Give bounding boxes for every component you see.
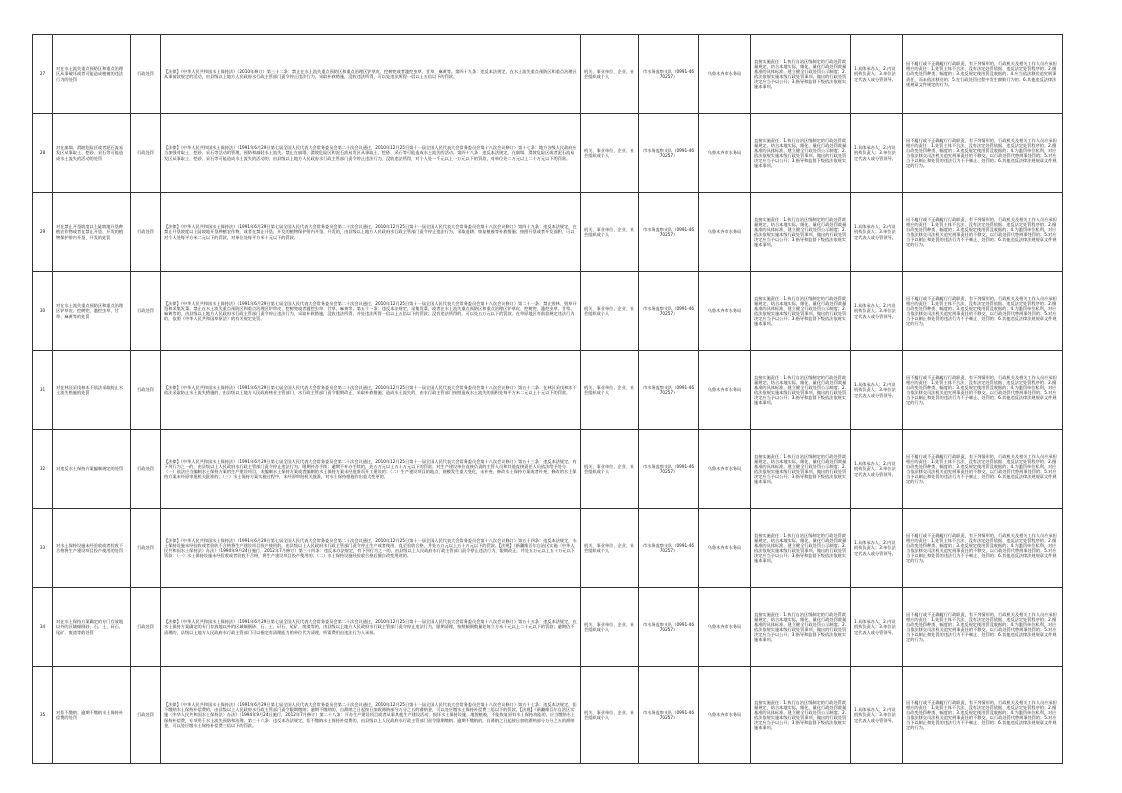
organization-cell: 乌鲁木齐市水务局: [699, 509, 751, 588]
table-row: [33, 509, 1063, 588]
department-cell: 市水务监察支队（0991-4670257）: [639, 35, 699, 114]
accountability-cell: 因不履行或不正确履行行政职责，有下列情形的，行政机关及相关工作人员应承担相应的责任：1.处罚主体不合法、没有法定处罚依据、违反法定处罚程序的；2.擅自改变处罚种类、幅度的；3.违反规定使用罚没收据的；4.为滥罚单位私利，对应当依法移交司法机关追究刑事责任的不移交，以行政处罚代替刑事处罚的；5.对应当予以制止和处罚的违法行为不予制止、处罚的；6.其他违反法律法规规章文件规定的行为。: [903, 509, 1063, 588]
legal-basis-cell: 【法律】《中华人民共和国水土保持法》（1991年6月29日第七届全国人民代表大会常务委员会第二十次会议通过，2010年12月25日第十一届全国人民代表大会常务委员会第十八次会议修订）第五十四条：违反本法规定，水土保持设施未经验收或者验收不合格将生产建设项目投产使用的，由县级以上人民政府水行政主管部门责令停止生产或者使用，直至验收合格，并处五万元以上五十万元以下的罚款。【法规】《新疆维吾尔自治区实施〈中华人民共和国水土保持法〉办法》（1994年9月24日施行，2012年7月修订）第三十四条：违反本办法规定，有下列行为之一的，由县级以上人民政府水行政主管部门责令停止违法行为，限期改正，并处五万元以上五十万元以下罚款：（一）水土保持设施未经验收或者验收不合格，将生产建设项目投产使用的；（二）水土保持设施经验收合格后擅自改变用途的。: [161, 509, 581, 588]
accountability-cell: 因不履行或不正确履行行政职责，有下列情形的，行政机关及相关工作人员应承担相应的责任：1.处罚主体不合法、没有法定处罚依据、违反法定处罚程序的；2.擅自改变处罚种类、幅度的；3.违反规定使用罚没收据的；4.为滥罚单位私利，对应当依法移交司法机关追究刑事责任的不移交，以行政处罚代替刑事处罚的；5.对应当予以制止和处罚的违法行为不予制止、处罚的；6.其他违反法律法规规章文件规定的行为。: [903, 430, 1063, 509]
row-number: 28: [33, 114, 53, 193]
department-cell: 市水务监察支队（0991-4670257）: [639, 272, 699, 351]
liable-persons-cell: 1.具体承办人；2.内设机构负责人；3.单位法定代表人或分管领导。: [851, 193, 903, 272]
item-name-cell: 对在水土流失重点预防区和重点治理区从事破坏或者可能造成植被的违法行为的处罚: [53, 35, 131, 114]
liable-persons-cell: 1.具体承办人；2.内设机构负责人；3.单位法定代表人或分管领导。: [851, 272, 903, 351]
liable-persons-cell: 1.具体承办人；2.内设机构负责人；3.单位法定代表人或分管领导。: [851, 667, 903, 764]
subject-cell: 机关、事业单位、企业、社会组织或个人: [581, 351, 639, 430]
table-row: [33, 351, 1063, 430]
category-cell: 行政处罚: [131, 667, 161, 764]
item-name-cell: 对水土保持设施未经验收或者验收不合格将生产建设项目投产使用的处罚: [53, 509, 131, 588]
duty-cell: 直接实施责任：1.执行自治区级制定的行政处罚裁量规定，结合本地实际，细化、量化行政处罚裁量基准的具体标准，建立健全行政处罚公示制度；2.依法依规实施本级行政处罚事项，做出的行政处罚决定应当予以公开；3.指导和监督下级依法依规实施本事项。: [751, 114, 851, 193]
duty-cell: 直接实施责任：1.执行自治区级制定的行政处罚裁量规定，结合本地实际，细化、量化行政处罚裁量基准的具体标准，建立健全行政处罚公示制度；2.依法依规实施本级行政处罚事项，做出的行政处罚决定应当予以公开；3.指导和监督下级依法依规实施本事项。: [751, 193, 851, 272]
category-cell: 行政处罚: [131, 509, 161, 588]
row-number: 29: [33, 193, 53, 272]
accountability-cell: 因不履行或不正确履行行政职责，有下列情形的，行政机关及相关工作人员应承担相应的责任：1.处罚主体不合法、没有法定处罚依据、违反法定处罚程序的；2.擅自改变处罚种类、幅度的；3.违反规定使用罚没收据的；4.为滥罚单位私利，对应当依法移交司法机关追究刑事责任的不移交，以行政处罚代替刑事处罚的；5.对应当予以制止和处罚的违法行为不予制止、处罚的；6.其他违反法律法规规章文件规定的行为。: [903, 351, 1063, 430]
accountability-cell: 因不履行或不正确履行行政职责，有下列情形的，行政机关及相关工作人员应承担相应的责任：1.处罚主体不合法、没有法定处罚依据、违反法定处罚程序的；2.擅自改变处罚种类、幅度的；3.违反规定使用罚没收据的；4.应当依法移送追究刑事责任，而未依法移送的；5.在行政处罚过程中发生腐败行为的；6.其他违反法律法规规章文件规定的行为。: [903, 35, 1063, 114]
subject-cell: 机关、事业单位、企业、社会组织或个人: [581, 272, 639, 351]
subject-cell: 机关、事业单位、企业、社会组织或个人: [581, 193, 639, 272]
organization-cell: 乌鲁木齐市水务局: [699, 588, 751, 667]
row-number: 30: [33, 272, 53, 351]
item-name-cell: 对在禁止开垦坡度以上陡坡地开垦种植农作物或者在禁止开垦、开发的植物保护带内开垦、开发的处罚: [53, 193, 131, 272]
legal-basis-cell: 【法律】《中华人民共和国水土保持法》（1991年6月29日第七届全国人民代表大会常务委员会第二十次会议通过，2010年12月25日第十一届全国人民代表大会常务委员会第十八次会议修订）第二十一条：禁止毁林、毁草开垦和采集发菜。禁止在水土流失重点预防区和重点治理区铲草皮、挖树兜或者滥挖虫草、甘草、麻黄等。第五十一条：违反本法规定，采集发菜，或者在水土流失重点预防区和重点治理区铲草皮、挖树兜、滥挖虫草、甘草、麻黄等的，由县级以上地方人民政府水行政主管部门责令停止违法行为，采取补救措施，没收违法所得，并处违法所得一倍以上五倍以下的罚款；没有违法所得的，可以处五万元以下的罚款。在草原地区有前款规定违法行为的，依照《中华人民共和国草原法》的有关规定处罚。: [161, 272, 581, 351]
duty-cell: 直接实施责任：1.执行自治区级制定的行政处罚裁量规定，结合本地实际，细化、量化行政处罚裁量基准的具体标准，建立健全行政处罚公示制度；2.依法依规实施本级行政处罚事项，做出的行政处罚决定应当予以公开；3.指导和监督下级依法依规实施本事项。: [751, 430, 851, 509]
duty-cell: 直接实施责任：1.执行自治区级制定的行政处罚裁量规定，结合本地实际，细化、量化行政处罚裁量基准的具体标准，建立健全行政处罚公示制度；2.依法依规实施本级行政处罚事项，做出的行政处罚决定应当予以公开；3.指导和监督下级依法依规实施本事项。: [751, 667, 851, 764]
row-number: 33: [33, 509, 53, 588]
legal-basis-cell: 【法律】《中华人民共和国水土保持法》（1991年6月29日第七届全国人民代表大会常务委员会第二十次会议通过，2010年12月25日第十一届全国人民代表大会常务委员会第十八次会议修订）第四十九条：违反本法规定，在禁止开垦坡度以上陡坡地开垦种植农作物，或者在禁止开垦、开发的植物保护带内开垦、开发的，由县级以上地方人民政府水行政主管部门责令停止违法行为，采取退耕、恢复植被等补救措施；按照开垦或者开发面积，可以对个人处每平方米二元以下的罚款，对单位处每平方米十元以下的罚款。: [161, 193, 581, 272]
category-cell: 行政处罚: [131, 430, 161, 509]
table-row: [33, 667, 1063, 764]
duty-cell: 直接实施责任：1.执行自治区级制定的行政处罚裁量规定，结合本地实际，细化、量化行政处罚裁量基准的具体标准，建立健全行政处罚公示制度；2.依法依规实施本级行政处罚事项，做出的行政处罚决定应当予以公开；3.指导和监督下级依法依规实施本事项。: [751, 588, 851, 667]
item-name-cell: 对在水土流失重点预防区和重点治理区铲草皮、挖树兜、滥挖虫草、甘草、麻黄等的处罚: [53, 272, 131, 351]
table-row: [33, 272, 1063, 351]
organization-cell: 乌鲁木齐市水务局: [699, 272, 751, 351]
liable-persons-cell: 1.具体承办人；2.内设机构负责人；3.单位法定代表人或分管领导。: [851, 588, 903, 667]
subject-cell: 机关、事业单位、企业、社会组织或个人: [581, 667, 639, 764]
duty-cell: 直接实施责任：1.执行自治区级制定的行政处罚裁量规定，结合本地实际，细化、量化行政处罚裁量基准的具体标准，建立健全行政处罚公示制度；2.依法依规实施本级行政处罚事项，做出的行政处罚决定应当予以公开；3.指导和监督下级依法依规实施本事项。: [751, 35, 851, 114]
row-number: 34: [33, 588, 53, 667]
subject-cell: 机关、事业单位、企业、社会组织或个人: [581, 430, 639, 509]
row-number: 35: [33, 667, 53, 764]
subject-cell: 机关、事业单位、企业、社会组织或个人: [581, 35, 639, 114]
accountability-cell: 因不履行或不正确履行行政职责，有下列情形的，行政机关及相关工作人员应承担相应的责任：1.处罚主体不合法、没有法定处罚依据、违反法定处罚程序的；2.擅自改变处罚种类、幅度的；3.违反规定使用罚没收据的；4.为滥罚单位私利，对应当依法移交司法机关追究刑事责任的不移交，以行政处罚代替刑事处罚的；5.对应当予以制止和处罚的违法行为不予制止、处罚的；6.其他违反法律法规规章文件规定的行为。: [903, 588, 1063, 667]
liable-persons-cell: 1.具体承办人；2.内设机构负责人；3.单位法定代表人或分管领导。: [851, 351, 903, 430]
duty-cell: 直接实施责任：1.执行自治区级制定的行政处罚裁量规定，结合本地实际，细化、量化行政处罚裁量基准的具体标准，建立健全行政处罚公示制度；2.依法依规实施本级行政处罚事项，做出的行政处罚决定应当予以公开；3.指导和监督下级依法依规实施本事项。: [751, 272, 851, 351]
accountability-cell: 因不履行或不正确履行行政职责，有下列情形的，行政机关及相关工作人员应承担相应的责任：1.处罚主体不合法、没有法定处罚依据、违反法定处罚程序的；2.擅自改变处罚种类、幅度的；3.违反规定使用罚没收据的；4.为滥罚单位私利，对应当依法移交司法机关追究刑事责任的不移交，以行政处罚代替刑事处罚的；5.对应当予以制止和处罚的违法行为不予制止、处罚的；6.其他违反法律法规规章文件规定的行为。: [903, 114, 1063, 193]
category-cell: 行政处罚: [131, 351, 161, 430]
legal-basis-cell: 【法律】《中华人民共和国水土保持法》（2010年修订）第三十二条：禁止在水土流失重点预防区和重点治理区铲草皮、挖树兜或者滥挖虫草、甘草、麻黄等。第四十九条：违反本法规定，在水土流失重点预防区和重点治理区从事前款规定的活动，由县级以上地方人民政府水行政主管部门责令停止违法行为，采取补救措施，没收违法所得，可以处违法所得一倍以上五倍以下的罚款。: [161, 35, 581, 114]
row-number: 32: [33, 430, 53, 509]
duty-cell: 直接实施责任：1.执行自治区级制定的行政处罚裁量规定，结合本地实际，细化、量化行政处罚裁量基准的具体标准，建立健全行政处罚公示制度；2.依法依规实施本级行政处罚事项，做出的行政处罚决定应当予以公开；3.指导和监督下级依法依规实施本事项。: [751, 509, 851, 588]
row-number: 31: [33, 351, 53, 430]
item-name-cell: 对违反水土保持方案编制规定的处罚: [53, 430, 131, 509]
accountability-cell: 因不履行或不正确履行行政职责，有下列情形的，行政机关及相关工作人员应承担相应的责任：1.处罚主体不合法、没有法定处罚依据、违反法定处罚程序的；2.擅自改变处罚种类、幅度的；3.违反规定使用罚没收据的；4.为滥罚单位私利，对应当依法移交司法机关追究刑事责任的不移交，以行政处罚代替刑事处罚的；5.对应当予以制止和处罚的违法行为不予制止、处罚的；6.其他违反法律法规规章文件规定的行为。: [903, 193, 1063, 272]
department-cell: 市水务监察支队（0991-4670257）: [639, 430, 699, 509]
table-row: [33, 193, 1063, 272]
organization-cell: 乌鲁木齐市水务局: [699, 351, 751, 430]
table-row: [33, 430, 1063, 509]
category-cell: 行政处罚: [131, 193, 161, 272]
legal-basis-cell: 【法律】《中华人民共和国水土保持法》（1991年6月29日第七届全国人民代表大会常务委员会第二十次会议通过，2010年12月25日第十一届全国人民代表大会常务委员会第十八次会议修订）第五十七条：违反本法规定，拒不缴纳水土保持补偿费的，由县级以上人民政府水行政主管部门责令限期缴纳；逾期不缴纳的，自滞纳之日起按日加收滞纳部分万分之五的滞纳金，可以处应缴水土保持补偿费三倍以下的罚款。【法规】《新疆维吾尔自治区实施〈中华人民共和国水土保持法〉办法》（1994年9月24日施行，2012年7月修订）第二十八条：开办生产建设项目或者从事其他生产建设活动，损坏水土保持设施、地貌植被，不能恢复原有水土保持功能的，应当缴纳水土保持补偿费，专项用于水土流失预防和治理。第三十六条：违反本办法规定，拒不缴纳水土保持补偿费的，由县级以上人民政府水行政主管部门责令限期缴纳；逾期不缴纳的，自滞纳之日起按日加收滞纳部分万分之五的滞纳金，可以处应缴水土保持补偿费三倍以下的罚款。: [161, 667, 581, 764]
accountability-cell: 因不履行或不正确履行行政职责，有下列情形的，行政机关及相关工作人员应承担相应的责任：1.处罚主体不合法、没有法定处罚依据、违反法定处罚程序的；2.擅自改变处罚种类、幅度的；3.违反规定使用罚没收据的；4.为滥罚单位私利，对应当依法移交司法机关追究刑事责任的不移交，以行政处罚代替刑事处罚的；5.对应当予以制止和处罚的违法行为不予制止、处罚的；6.其他违反法律法规规章文件规定的行为。: [903, 272, 1063, 351]
department-cell: 市水务监察支队（0991-4670257）: [639, 588, 699, 667]
item-name-cell: 对拒不缴纳、逾期不缴纳水土保持补偿费的处罚: [53, 667, 131, 764]
department-cell: 市水务监察支队（0991-4670257）: [639, 351, 699, 430]
category-cell: 行政处罚: [131, 588, 161, 667]
organization-cell: 乌鲁木齐市水务局: [699, 430, 751, 509]
subject-cell: 机关、事业单位、企业、社会组织或个人: [581, 509, 639, 588]
category-cell: 行政处罚: [131, 35, 161, 114]
row-number: 27: [33, 35, 53, 114]
table-row: [33, 588, 1063, 667]
liable-persons-cell: 1.具体承办人；2.内设机构负责人；3.单位法定代表人或分管领导。: [851, 430, 903, 509]
duty-cell: 直接实施责任：1.执行自治区级制定的行政处罚裁量规定，结合本地实际，细化、量化行政处罚裁量基准的具体标准，建立健全行政处罚公示制度；2.依法依规实施本级行政处罚事项，做出的行政处罚决定应当予以公开；3.指导和监督下级依法依规实施本事项。: [751, 351, 851, 430]
legal-basis-cell: 【法律】《中华人民共和国水土保持法》（1991年6月29日第七届全国人民代表大会常务委员会第二十次会议通过，2010年12月25日第十一届全国人民代表大会常务委员会第十八次会议修订）第五十三条：违反本法规定，有下列行为之一的，由县级以上人民政府水行政主管部门责令停止违法行为，限期补办手续；逾期不补办手续的，处五万元以上五十万元以下的罚款；对生产建设单位直接负责的主管人员和其他直接责任人员依法给予处分：（一）依法应当编制水土保持方案的生产建设项目，未编制水土保持方案或者编制的水土保持方案未经批准而开工建设的；（二）生产建设项目的地点、规模发生重大变化，未补充、修改水土保持方案或者补充、修改的水土保持方案未经原审批机关批准的；（三）水土保持方案实施过程中，未经原审批机关批准，对水土保持措施作出重大变更的。: [161, 430, 581, 509]
item-name-cell: 对在崩塌、滑坡危险区或者泥石流易发区从事取土、挖砂、采石等可能造成水土流失的活动的处罚: [53, 114, 131, 193]
responsibility-table: [32, 34, 1063, 764]
department-cell: 市水务监察支队（0991-4670257）: [639, 193, 699, 272]
legal-basis-cell: 【法律】《中华人民共和国水土保持法》（1991年6月29日第七届全国人民代表大会常务委员会第二十次会议通过，2010年12月25日第十一届全国人民代表大会常务委员会第十八次会议修订）第五十五条：违反本法规定，在水土保持方案确定的专门存放地以外的区域倾倒砂、石、土、矸石、尾矿、废渣等的，由县级以上地方人民政府水行政主管部门责令停止违法行为，限期清理，按照倾倒数量处每立方米十元以上二十元以下的罚款；逾期仍不清理的，县级以上地方人民政府水行政主管部门可以指定有清理能力的单位代为清理，所需费用由违法行为人承担。: [161, 588, 581, 667]
item-name-cell: 对在水土保持方案确定的专门存放地以外的区域倾倒砂、石、土、矸石、尾矿、废渣等的处罚: [53, 588, 131, 667]
department-cell: 市水务监察支队（0991-4670257）: [639, 114, 699, 193]
table-row: [33, 35, 1063, 114]
table-row: [33, 114, 1063, 193]
liable-persons-cell: 1.具体承办人；2.内设机构负责人；3.单位法定代表人或分管领导。: [851, 509, 903, 588]
organization-cell: 乌鲁木齐市水务局: [699, 667, 751, 764]
organization-cell: 乌鲁木齐市水务局: [699, 193, 751, 272]
organization-cell: 乌鲁木齐市水务局: [699, 114, 751, 193]
liable-persons-cell: 1.具体承办人；2.内设机构负责人；3.单位法定代表人或分管领导。: [851, 35, 903, 114]
item-name-cell: 对在林区采伐林木不依法采取防止水土流失措施的处罚: [53, 351, 131, 430]
legal-basis-cell: 【法律】《中华人民共和国水土保持法》（1991年6月29日第七届全国人民代表大会常务委员会第二十次会议通过，2010年12月25日第十一届全国人民代表大会常务委员会第十八次会议修订）第五十二条：在林区采伐林木不依法采取防止水土流失措施的，由县级以上地方人民政府林业主管部门、水行政主管部门责令限期改正，采取补救措施；造成水土流失的，由水行政主管部门按照造成水土流失的面积处每平方米二元以上十元以下的罚款。: [161, 351, 581, 430]
accountability-cell: 因不履行或不正确履行行政职责，有下列情形的，行政机关及相关工作人员应承担相应的责任：1.处罚主体不合法、没有法定处罚依据、违反法定处罚程序的；2.擅自改变处罚种类、幅度的；3.违反规定使用罚没收据的；4.为滥罚单位私利，对应当依法移交司法机关追究刑事责任的不移交，以行政处罚代替刑事处罚的；5.对应当予以制止和处罚的违法行为不予制止、处罚的；6.其他违反法律法规规章文件规定的行为。: [903, 667, 1063, 764]
legal-basis-cell: 【法律】《中华人民共和国水土保持法》（1991年6月29日第七届全国人民代表大会常务委员会第二十次会议通过，2010年12月25日第十一届全国人民代表大会常务委员会第十八次会议修订）第十七条：地方各级人民政府应当加强对取土、挖砂、采石等活动的管理，预防和减轻水土流失。禁止在崩塌、滑坡危险区和泥石流易发区从事取土、挖砂、采石等可能造成水土流失的活动。第四十八条：违反本法规定，在崩塌、滑坡危险区或者泥石流易发区从事取土、挖砂、采石等可能造成水土流失的活动的，由县级以上地方人民政府水行政主管部门责令停止违法行为，没收违法所得，对个人处一千元以上一万元以下的罚款，对单位处二万元以上二十万元以下的罚款。: [161, 114, 581, 193]
category-cell: 行政处罚: [131, 114, 161, 193]
subject-cell: 机关、事业单位、企业、社会组织或个人: [581, 588, 639, 667]
liable-persons-cell: 1.具体承办人；2.内设机构负责人；3.单位法定代表人或分管领导。: [851, 114, 903, 193]
subject-cell: 机关、事业单位、企业、社会组织或个人: [581, 114, 639, 193]
organization-cell: 乌鲁木齐市水务局: [699, 35, 751, 114]
category-cell: 行政处罚: [131, 272, 161, 351]
department-cell: 市水务监察支队（0991-4670257）: [639, 667, 699, 764]
department-cell: 市水务监察支队（0991-4670257）: [639, 509, 699, 588]
